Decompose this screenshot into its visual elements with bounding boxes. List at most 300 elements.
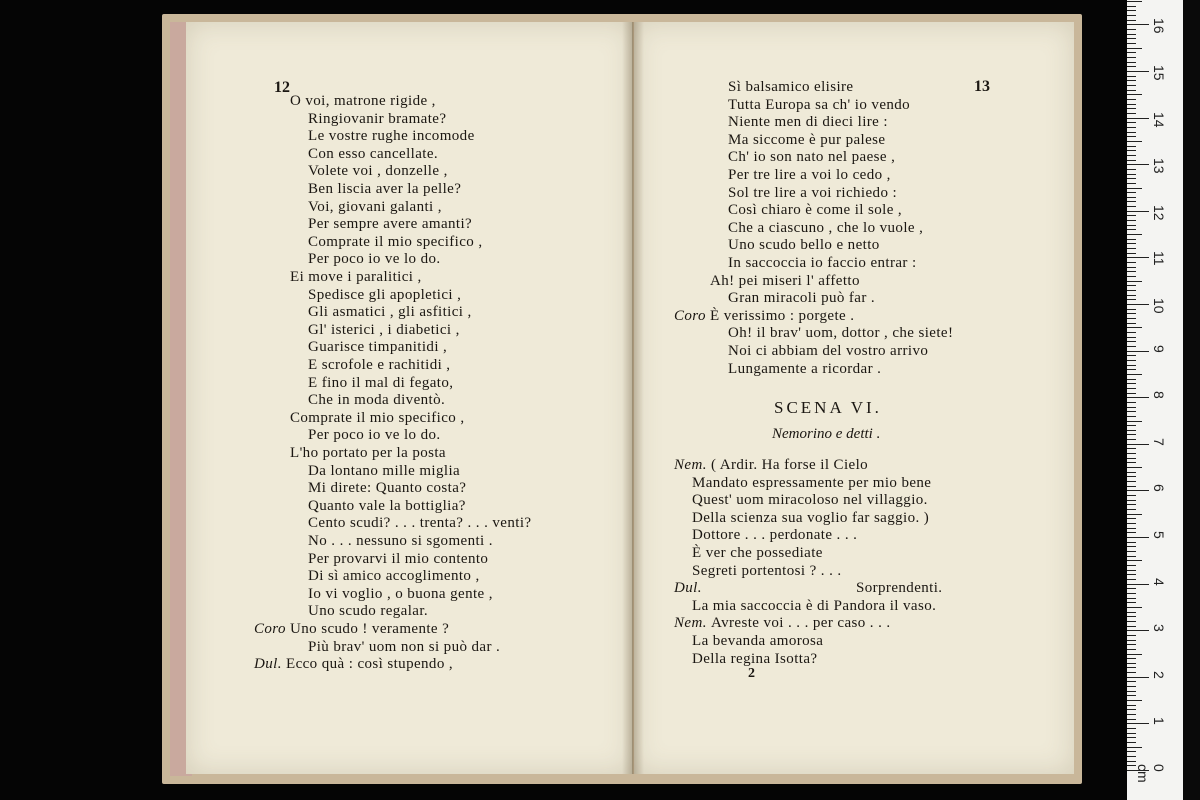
ruler-tick bbox=[1127, 626, 1136, 627]
ruler-tick bbox=[1127, 500, 1136, 501]
ruler-tick bbox=[1127, 201, 1136, 202]
ruler-tick bbox=[1127, 1, 1142, 2]
ruler-tick bbox=[1127, 388, 1136, 389]
ruler-tick bbox=[1127, 66, 1136, 67]
ruler-tick bbox=[1127, 369, 1136, 370]
ruler-tick bbox=[1127, 434, 1136, 435]
measurement-ruler bbox=[1127, 0, 1183, 800]
ruler-tick bbox=[1127, 85, 1136, 86]
verse-line bbox=[308, 286, 461, 304]
ruler-tick bbox=[1127, 313, 1136, 314]
ruler-tick bbox=[1127, 495, 1136, 496]
ruler-tick bbox=[1127, 127, 1136, 128]
ruler-tick bbox=[1127, 174, 1136, 175]
ruler-tick bbox=[1127, 542, 1136, 543]
verse-line bbox=[254, 655, 453, 673]
ruler-tick bbox=[1127, 132, 1136, 133]
verse-text: La mia saccoccia è di Pandora il vaso. bbox=[692, 597, 937, 614]
ruler-tick bbox=[1127, 234, 1142, 235]
ruler-tick bbox=[1127, 518, 1136, 519]
ruler-label: 16 bbox=[1151, 18, 1167, 34]
verse-line bbox=[728, 166, 891, 184]
verse-line bbox=[290, 268, 422, 286]
verse-line bbox=[710, 272, 860, 290]
verse-text: Sì balsamico elisire bbox=[728, 79, 854, 95]
ruler-tick bbox=[1127, 397, 1149, 398]
ruler-tick bbox=[1127, 723, 1149, 724]
verse-line bbox=[308, 567, 480, 585]
verse-text: Ei move i paralitici , bbox=[290, 269, 422, 285]
ruler-tick bbox=[1127, 644, 1136, 645]
speaker-label: Nem. bbox=[674, 615, 711, 632]
verse-text: Ch' io son nato nel paese , bbox=[728, 149, 896, 166]
ruler-tick bbox=[1127, 681, 1136, 682]
ruler-tick bbox=[1127, 290, 1136, 291]
ruler-tick bbox=[1127, 24, 1149, 25]
verse-line bbox=[728, 96, 910, 114]
ruler-label: 1 bbox=[1151, 717, 1167, 726]
verse-line bbox=[308, 110, 446, 128]
ruler-tick bbox=[1127, 108, 1136, 109]
verse-text: Niente men di dieci lire : bbox=[728, 114, 888, 131]
ruler-tick bbox=[1127, 393, 1136, 394]
verse-text: O voi, matrone rigide , bbox=[290, 93, 436, 109]
verse-line bbox=[692, 474, 931, 492]
ruler-tick bbox=[1127, 90, 1136, 91]
ruler-tick bbox=[1127, 323, 1136, 324]
verse-line bbox=[692, 491, 928, 509]
ruler-tick bbox=[1127, 267, 1136, 268]
verse-text: Per sempre avere amanti? bbox=[308, 216, 473, 233]
ruler-tick bbox=[1127, 341, 1136, 342]
verse-text: Comprate il mio specifico , bbox=[290, 409, 465, 426]
ruler-tick bbox=[1127, 546, 1136, 547]
ruler-label: 9 bbox=[1151, 344, 1167, 353]
verse-text: Gl' isterici , i diabetici , bbox=[308, 321, 460, 338]
verse-line bbox=[692, 544, 823, 562]
ruler-tick bbox=[1127, 136, 1136, 137]
verse-line bbox=[308, 479, 466, 497]
ruler-tick bbox=[1127, 672, 1136, 673]
verse-line bbox=[308, 198, 442, 216]
ruler-tick bbox=[1127, 183, 1136, 184]
verse-line bbox=[308, 391, 445, 409]
ruler-shadow bbox=[1183, 0, 1200, 800]
ruler-tick bbox=[1127, 751, 1136, 752]
verse-text: Io vi voglio , o buona gente , bbox=[308, 585, 493, 602]
ruler-tick bbox=[1127, 453, 1136, 454]
verse-line bbox=[728, 131, 885, 149]
ruler-tick bbox=[1127, 15, 1136, 16]
ruler-tick bbox=[1127, 635, 1136, 636]
ruler-tick bbox=[1127, 444, 1149, 445]
ruler-tick bbox=[1127, 728, 1136, 729]
ruler-tick bbox=[1127, 211, 1149, 212]
verse-line bbox=[692, 597, 936, 615]
verse-text: Quanto vale la bottiglia? bbox=[308, 497, 466, 514]
verse-line bbox=[308, 638, 500, 656]
ruler-tick bbox=[1127, 155, 1136, 156]
verse-line bbox=[308, 532, 493, 550]
verse-text: Della regina Isotta? bbox=[692, 650, 818, 667]
verse-line bbox=[254, 620, 449, 638]
ruler-tick bbox=[1127, 318, 1136, 319]
ruler-tick bbox=[1127, 38, 1136, 39]
ruler-tick bbox=[1127, 113, 1136, 114]
speaker-label: Coro bbox=[254, 621, 291, 637]
verse-line bbox=[308, 585, 493, 603]
ruler-tick bbox=[1127, 462, 1136, 463]
ruler-tick bbox=[1127, 253, 1136, 254]
ruler-tick bbox=[1127, 188, 1142, 189]
verse-text: Le vostre rughe incomode bbox=[308, 128, 475, 145]
ruler-tick bbox=[1127, 747, 1142, 748]
page-number: 13 bbox=[974, 78, 990, 95]
verse-line bbox=[308, 514, 531, 532]
ruler-label: 3 bbox=[1151, 624, 1167, 632]
verse-text: Comprate il mio specifico , bbox=[308, 233, 483, 250]
verse-text: Che a ciascuno , che lo vuole , bbox=[728, 219, 924, 236]
ruler-label: 6 bbox=[1151, 484, 1167, 493]
verse-text: Per provarvi il mio contento bbox=[308, 550, 489, 567]
verse-text: In saccoccia io faccio entrar : bbox=[728, 255, 917, 271]
ruler-tick bbox=[1127, 677, 1149, 678]
ruler-tick bbox=[1127, 490, 1149, 491]
ruler-tick bbox=[1127, 365, 1136, 366]
verse-line bbox=[674, 307, 854, 325]
speaker-label: Dul. bbox=[254, 656, 286, 673]
speaker-label: Dul. bbox=[674, 580, 706, 597]
ruler-tick bbox=[1127, 104, 1136, 105]
ruler-tick bbox=[1127, 602, 1136, 603]
ruler-tick bbox=[1127, 276, 1136, 277]
ruler-label: 15 bbox=[1151, 65, 1167, 81]
ruler-tick bbox=[1127, 164, 1149, 165]
ruler-tick bbox=[1127, 351, 1149, 352]
ruler-tick bbox=[1127, 239, 1136, 240]
verse-line bbox=[728, 289, 875, 307]
ruler-label: 0 cm bbox=[1135, 764, 1167, 783]
verse-line bbox=[692, 632, 823, 650]
ruler-tick bbox=[1127, 122, 1136, 123]
verse-text: Segreti portentosi ? . . . bbox=[692, 562, 842, 579]
verse-line bbox=[728, 219, 923, 237]
ruler-tick bbox=[1127, 220, 1136, 221]
ruler-tick bbox=[1127, 346, 1136, 347]
verse-text: È ver che possediate bbox=[692, 545, 823, 561]
ruler-tick bbox=[1127, 355, 1136, 356]
verse-line bbox=[692, 650, 817, 668]
ruler-tick bbox=[1127, 486, 1136, 487]
ruler-tick bbox=[1127, 458, 1136, 459]
ruler-tick bbox=[1127, 686, 1136, 687]
ruler-tick bbox=[1127, 579, 1136, 580]
signature-mark: 2 bbox=[748, 666, 755, 681]
verse-text: Dottore . . . perdonate . . . bbox=[692, 527, 858, 544]
ruler-tick bbox=[1127, 80, 1136, 81]
scene-subtitle: Nemorino e detti . bbox=[772, 426, 881, 442]
verse-line bbox=[308, 550, 488, 568]
ruler-tick bbox=[1127, 271, 1136, 272]
verse-text: Per poco io ve lo do. bbox=[308, 251, 441, 268]
verse-text: Gli asmatici , gli asfitici , bbox=[308, 304, 472, 321]
ruler-tick bbox=[1127, 327, 1142, 328]
ruler-tick bbox=[1127, 299, 1136, 300]
verse-text: Volete voi , donzelle , bbox=[308, 163, 448, 180]
speaker-label: Coro bbox=[674, 307, 711, 324]
ruler-tick bbox=[1127, 430, 1136, 431]
ruler-tick bbox=[1127, 621, 1136, 622]
ruler-tick bbox=[1127, 630, 1149, 631]
verse-line bbox=[308, 338, 447, 356]
scene-title: SCENA VI. bbox=[774, 398, 882, 417]
verse-line bbox=[728, 342, 928, 360]
verse-text: Ringiovanir bramate? bbox=[308, 110, 447, 127]
ruler-tick bbox=[1127, 374, 1142, 375]
verse-line bbox=[290, 409, 465, 427]
verse-text: Che in moda diventò. bbox=[308, 392, 446, 409]
ruler-tick bbox=[1127, 714, 1136, 715]
ruler-tick bbox=[1127, 99, 1136, 100]
ruler-tick bbox=[1127, 197, 1136, 198]
left-page bbox=[186, 22, 633, 774]
verse-line bbox=[308, 250, 441, 268]
verse-line bbox=[308, 426, 441, 444]
ruler-tick bbox=[1127, 514, 1142, 515]
ruler-tick bbox=[1127, 383, 1136, 384]
ruler-label: 4 bbox=[1151, 577, 1167, 586]
ruler-tick bbox=[1127, 705, 1136, 706]
ruler-tick bbox=[1127, 574, 1136, 575]
verse-line bbox=[308, 162, 448, 180]
verse-line bbox=[308, 215, 472, 233]
verse-line bbox=[692, 509, 929, 527]
verse-line bbox=[308, 233, 483, 251]
ruler-tick bbox=[1127, 407, 1136, 408]
ruler-tick bbox=[1127, 225, 1136, 226]
ruler-tick bbox=[1127, 6, 1136, 7]
verse-text: Di sì amico accoglimento , bbox=[308, 568, 480, 585]
ruler-tick bbox=[1127, 20, 1136, 21]
ruler-tick bbox=[1127, 509, 1136, 510]
ruler-tick bbox=[1127, 532, 1136, 533]
ruler-label: 13 bbox=[1151, 158, 1167, 174]
ruler-tick bbox=[1127, 598, 1136, 599]
verse-text: Da lontano mille miglia bbox=[308, 462, 461, 479]
verse-text: Della scienza sua voglio far saggio. ) bbox=[692, 509, 930, 526]
ruler-tick bbox=[1127, 10, 1136, 11]
ruler-tick bbox=[1127, 439, 1136, 440]
ruler-tick bbox=[1127, 663, 1136, 664]
speaker-label: Nem. bbox=[674, 457, 711, 473]
ruler-tick bbox=[1127, 481, 1136, 482]
ruler-tick bbox=[1127, 654, 1142, 655]
ruler-tick bbox=[1127, 141, 1142, 142]
verse-line bbox=[728, 236, 880, 254]
verse-text: Sol tre lire a voi richiedo : bbox=[728, 184, 898, 201]
ruler-tick bbox=[1127, 309, 1136, 310]
verse-line bbox=[308, 127, 475, 145]
ruler-tick bbox=[1127, 360, 1136, 361]
ruler-tick bbox=[1127, 29, 1136, 30]
ruler-tick bbox=[1127, 607, 1142, 608]
ruler-tick bbox=[1127, 243, 1136, 244]
verse-text: Voi, giovani galanti , bbox=[308, 198, 442, 215]
verse-text: Con esso cancellate. bbox=[308, 145, 439, 162]
ruler-label: 14 bbox=[1151, 111, 1167, 128]
verse-text: Avreste voi . . . per caso . . . bbox=[711, 615, 891, 632]
verse-line bbox=[308, 462, 460, 480]
ruler-tick bbox=[1127, 584, 1149, 585]
ruler-tick bbox=[1127, 178, 1136, 179]
verse-line bbox=[674, 456, 868, 474]
verse-text: Sorprendenti. bbox=[856, 580, 943, 597]
ruler-label: 11 bbox=[1151, 251, 1167, 266]
ruler-tick bbox=[1127, 570, 1136, 571]
verse-text: Mandato espressamente per mio bene bbox=[692, 474, 932, 491]
verse-line bbox=[308, 602, 428, 620]
verse-line bbox=[728, 201, 902, 219]
verse-text: Tutta Europa sa ch' io vendo bbox=[728, 96, 911, 113]
verse-text: Noi ci abbiam del vostro arrivo bbox=[728, 343, 929, 359]
verse-line bbox=[728, 360, 881, 378]
ruler-tick bbox=[1127, 285, 1136, 286]
ruler-tick bbox=[1127, 76, 1136, 77]
verse-line bbox=[728, 184, 897, 202]
ruler-tick bbox=[1127, 206, 1136, 207]
ruler-tick bbox=[1127, 691, 1136, 692]
verse-line bbox=[728, 78, 853, 96]
verse-text: Così chiaro è come il sole , bbox=[728, 202, 903, 219]
verse-line bbox=[728, 113, 888, 131]
ruler-tick bbox=[1127, 71, 1149, 72]
verse-line bbox=[692, 526, 857, 544]
ruler-tick bbox=[1127, 761, 1136, 762]
verse-line bbox=[290, 444, 446, 462]
ruler-label: 5 bbox=[1151, 531, 1167, 539]
verse-text: Uno scudo ! veramente ? bbox=[290, 621, 450, 637]
ruler-tick bbox=[1127, 616, 1136, 617]
verse-text: La bevanda amorosa bbox=[692, 633, 824, 649]
ruler-label: 10 bbox=[1151, 298, 1167, 314]
verse-line bbox=[692, 562, 842, 580]
ruler-tick bbox=[1127, 192, 1136, 193]
ruler-label: 8 bbox=[1151, 391, 1167, 399]
ruler-tick bbox=[1127, 472, 1136, 473]
verse-text: Per tre lire a voi lo cedo , bbox=[728, 167, 891, 183]
ruler-tick bbox=[1127, 709, 1136, 710]
ruler-tick bbox=[1127, 560, 1142, 561]
verse-text: Lungamente a ricordar . bbox=[728, 360, 882, 377]
verse-line bbox=[728, 254, 917, 272]
ruler-tick bbox=[1127, 742, 1136, 743]
verse-line bbox=[308, 321, 460, 339]
verse-text: Più brav' uom non si può dar . bbox=[308, 638, 501, 655]
ruler-tick bbox=[1127, 523, 1136, 524]
verse-line bbox=[308, 356, 450, 374]
verse-text: Ecco quà : così stupendo , bbox=[286, 656, 454, 673]
ruler-label: 7 bbox=[1151, 437, 1167, 446]
ruler-tick bbox=[1127, 756, 1136, 757]
ruler-label: 12 bbox=[1151, 204, 1167, 221]
ruler-tick bbox=[1127, 700, 1142, 701]
verse-text: Spedisce gli apopletici , bbox=[308, 286, 462, 303]
verse-text: Uno scudo regalar. bbox=[308, 603, 429, 620]
ruler-tick bbox=[1127, 262, 1136, 263]
ruler-tick bbox=[1127, 667, 1136, 668]
ruler-tick bbox=[1127, 640, 1136, 641]
ruler-tick bbox=[1127, 229, 1136, 230]
verse-text: L'ho portato per la posta bbox=[290, 445, 446, 461]
ruler-tick bbox=[1127, 402, 1136, 403]
verse-line bbox=[674, 579, 942, 597]
verse-text: Ben liscia aver la pelle? bbox=[308, 181, 462, 197]
ruler-tick bbox=[1127, 537, 1149, 538]
ruler-tick bbox=[1127, 565, 1136, 566]
verse-text: Ah! pei miseri l' affetto bbox=[710, 272, 860, 289]
ruler-tick bbox=[1127, 476, 1136, 477]
verse-text: ( Ardir. Ha forse il Cielo bbox=[711, 457, 869, 473]
verse-text: Guarisce timpanitidi , bbox=[308, 339, 448, 356]
ruler-tick bbox=[1127, 94, 1142, 95]
ruler-tick bbox=[1127, 48, 1142, 49]
ruler-tick bbox=[1127, 658, 1136, 659]
ruler-tick bbox=[1127, 588, 1136, 589]
ruler-tick bbox=[1127, 150, 1136, 151]
ruler-tick bbox=[1127, 295, 1136, 296]
ruler-label: 2 bbox=[1151, 670, 1167, 679]
verse-text: Uno scudo bello e netto bbox=[728, 237, 880, 254]
verse-line bbox=[308, 497, 466, 515]
verse-text: Gran miracoli può far . bbox=[728, 290, 876, 307]
ruler-tick bbox=[1127, 337, 1136, 338]
ruler-tick bbox=[1127, 719, 1136, 720]
ruler-tick bbox=[1127, 248, 1136, 249]
verse-line bbox=[674, 614, 891, 632]
ruler-tick bbox=[1127, 528, 1136, 529]
ruler-tick bbox=[1127, 146, 1136, 147]
ruler-tick bbox=[1127, 160, 1136, 161]
ruler-tick bbox=[1127, 257, 1149, 258]
verse-text: No . . . nessuno si sgomenti . bbox=[308, 533, 493, 549]
verse-text: Cento scudi? . . . trenta? . . . venti? bbox=[308, 515, 532, 532]
ruler-tick bbox=[1127, 695, 1136, 696]
ruler-tick bbox=[1127, 304, 1149, 305]
verse-line bbox=[308, 145, 438, 163]
ruler-tick bbox=[1127, 332, 1136, 333]
right-page bbox=[634, 22, 1074, 774]
verse-text: Mi direte: Quanto costa? bbox=[308, 480, 467, 497]
ruler-tick bbox=[1127, 379, 1136, 380]
ruler-tick bbox=[1127, 411, 1136, 412]
ruler-tick bbox=[1127, 34, 1136, 35]
ruler-tick bbox=[1127, 504, 1136, 505]
verse-line bbox=[308, 180, 461, 198]
ruler-tick bbox=[1127, 612, 1136, 613]
verse-line bbox=[728, 148, 895, 166]
book-gutter bbox=[622, 22, 644, 774]
verse-text: E fino il mal di fegato, bbox=[308, 374, 454, 391]
verse-text: Quest' uom miracoloso nel villaggio. bbox=[692, 492, 928, 509]
ruler-tick bbox=[1127, 649, 1136, 650]
ruler-tick bbox=[1127, 593, 1136, 594]
verse-line bbox=[728, 324, 953, 342]
verse-text: Oh! il brav' uom, dottor , che siete! bbox=[728, 325, 954, 342]
verse-text: È verissimo : porgete . bbox=[710, 307, 855, 324]
ruler-tick bbox=[1127, 421, 1142, 422]
ruler-tick bbox=[1127, 169, 1136, 170]
ruler-tick bbox=[1127, 281, 1142, 282]
